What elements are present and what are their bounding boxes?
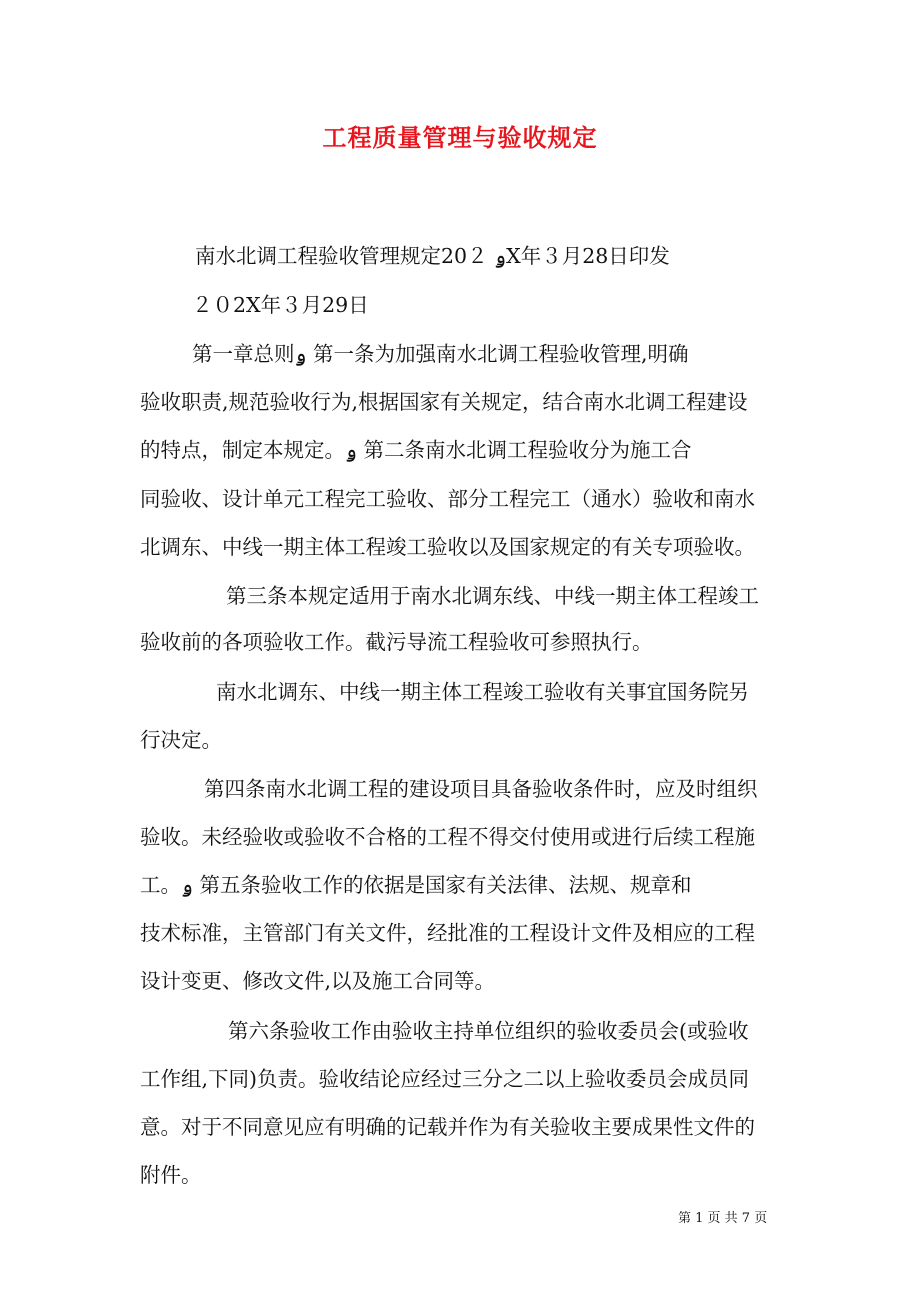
body-line: 验收职责,规范验收行为,根据国家有关规定，结合南水北调工程建设 xyxy=(140,390,748,414)
body-line: 的特点，制定本规定。ۅ 第二条南水北调工程验收分为施工合 xyxy=(140,438,692,462)
body-line: 北调东、中线一期主体工程竣工验收以及国家规定的有关专项验收。 xyxy=(140,535,755,559)
body-line: 验收前的各项验收工作。截污导流工程验收可参照执行。 xyxy=(140,630,653,654)
body-line: 验收。未经验收或验收不合格的工程不得交付使用或进行后续工程施 xyxy=(140,825,755,849)
body-line: 南水北调工程验收管理规定20２ ۅX年３月28日印发 xyxy=(195,244,670,268)
body-line: 第六条验收工作由验收主持单位组织的验收委员会(或验收 xyxy=(228,1019,749,1043)
document-title: 工程质量管理与验收规定 xyxy=(322,124,598,152)
body-line: 工。ۅ 第五条验收工作的依据是国家有关法律、法规、规章和 xyxy=(140,873,692,897)
body-line: 南水北调东、中线一期主体工程竣工验收有关事宜国务院另 xyxy=(216,680,749,704)
body-line: ２０2X年３月29日 xyxy=(192,293,369,317)
body-line: 技术标准，主管部门有关文件，经批准的工程设计文件及相应的工程 xyxy=(140,921,755,945)
body-line: 意。对于不同意见应有明确的记载并作为有关验收主要成果性文件的 xyxy=(140,1115,755,1139)
body-line: 同验收、设计单元工程完工验收、部分工程完工（通水）验收和南水 xyxy=(140,487,755,511)
body-line: 行决定。 xyxy=(140,728,222,752)
body-line: 工作组,下同)负责。验收结论应经过三分之二以上验收委员会成员同 xyxy=(140,1067,750,1091)
body-line: 第四条南水北调工程的建设项目具备验收条件时，应及时组织 xyxy=(204,777,758,801)
body-line: 第三条本规定适用于南水北调东线、中线一期主体工程竣工 xyxy=(226,584,759,608)
page-number: 第 1 页 共 7 页 xyxy=(678,1211,768,1226)
body-line: 设计变更、修改文件,以及施工合同等。 xyxy=(140,969,496,993)
body-line: 附件。 xyxy=(140,1163,202,1187)
body-line: 第一章总则ۅ 第一条为加强南水北调工程验收管理,明确 xyxy=(192,342,689,366)
